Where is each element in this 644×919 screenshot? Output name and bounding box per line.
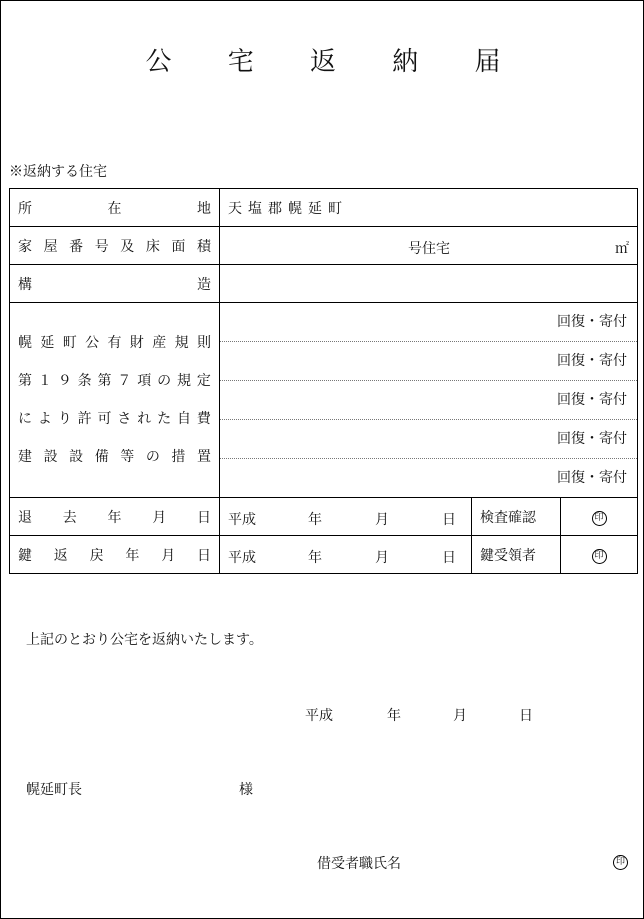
submit-month-label: 月 <box>453 708 467 724</box>
seal-icon: 印 <box>592 549 607 564</box>
mayor-addressee: 幌延町長 <box>26 782 82 798</box>
key-return-row <box>10 536 638 574</box>
measure-entry[interactable]: 回復・寄付 <box>220 420 637 459</box>
measure-entry[interactable]: 回復・寄付 <box>220 342 637 381</box>
seal-icon: 印 <box>592 511 607 526</box>
structure-label: 構 造 <box>10 265 220 303</box>
key-return-day-label: 日 <box>442 550 456 566</box>
structure-field[interactable] <box>220 265 638 303</box>
submit-day-label: 日 <box>519 708 533 724</box>
seal-icon[interactable]: 印 <box>613 855 628 870</box>
moveout-year-label: 年 <box>308 512 322 528</box>
measures-label-line-3: に よ り 許 可 さ れ た 自 費 <box>18 411 211 427</box>
location-label: 所 在 地 <box>10 189 220 227</box>
house-number-suffix: 号住宅 <box>408 241 450 257</box>
house-label: 家 屋 番 号 及 床 面 積 <box>10 227 220 265</box>
moveout-month-label: 月 <box>375 512 389 528</box>
house-value-field[interactable] <box>220 227 638 265</box>
measures-label-line-2: 第 １ ９ 条 第 ７ 項 の 規 定 <box>18 373 211 389</box>
measure-entry[interactable]: 回復・寄付 <box>220 381 637 420</box>
inspection-seal-field[interactable] <box>561 498 638 536</box>
section-label: ※返納する住宅 <box>9 164 107 180</box>
return-statement: 上記のとおり公宅を返納いたします。 <box>26 632 263 648</box>
key-return-label: 鍵 返 戻 年 月 日 <box>10 536 220 574</box>
moveout-label: 退 去 年 月 日 <box>10 498 220 536</box>
location-row <box>10 189 638 227</box>
key-return-month-label: 月 <box>375 550 389 566</box>
form-title: 公 宅 返 納 届 <box>145 47 525 77</box>
submit-era: 平成 <box>305 708 333 724</box>
housing-return-table <box>9 188 638 574</box>
measure-entry[interactable]: 回復・寄付 <box>557 470 628 486</box>
borrower-name-label: 借受者職氏名 <box>317 856 401 872</box>
area-unit: ㎡ <box>615 241 630 257</box>
measure-entry[interactable]: 回復・寄付 <box>220 303 637 342</box>
key-receiver-seal-field[interactable] <box>561 536 638 574</box>
moveout-day-label: 日 <box>442 512 456 528</box>
location-value[interactable]: 天塩郡幌延町 <box>220 189 638 227</box>
honorific: 様 <box>239 782 253 798</box>
measures-list <box>220 303 638 498</box>
measures-label-line-4: 建 設 設 備 等 の 措 置 <box>18 449 211 465</box>
measures-label-line-1: 幌 延 町 公 有 財 産 規 則 <box>18 335 211 351</box>
moveout-row <box>10 498 638 536</box>
moveout-era: 平成 <box>228 512 256 528</box>
key-return-date-field[interactable] <box>220 536 472 574</box>
moveout-date-field[interactable] <box>220 498 472 536</box>
inspection-label: 検査確認 <box>472 498 561 536</box>
measures-label <box>10 303 220 498</box>
key-return-era: 平成 <box>228 550 256 566</box>
house-row <box>10 227 638 265</box>
submit-year-label: 年 <box>387 708 401 724</box>
key-return-year-label: 年 <box>308 550 322 566</box>
structure-row <box>10 265 638 303</box>
key-receiver-label: 鍵受領者 <box>472 536 561 574</box>
measures-row <box>10 303 638 498</box>
